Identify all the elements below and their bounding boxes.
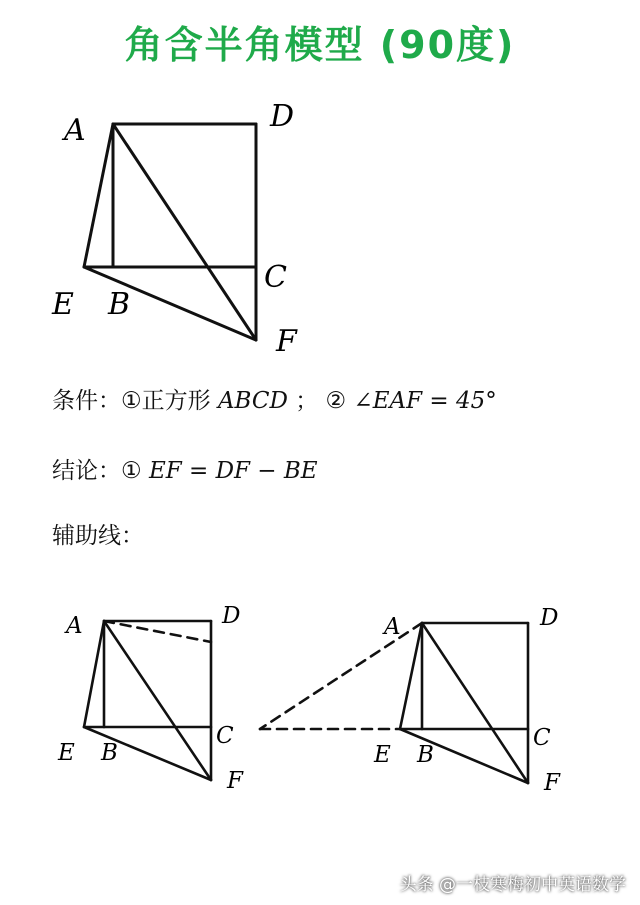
aux-left-dashed: [104, 621, 211, 642]
aux-right-label-B: B: [417, 742, 434, 768]
conclusion-line: [52, 452, 318, 485]
aux-left-label-B: B: [101, 740, 118, 766]
segment-AE: [84, 124, 113, 267]
aux-right-lines: [260, 623, 528, 783]
aux-left-label-E: E: [58, 740, 75, 766]
aux-right-AF: [422, 623, 528, 783]
condition-line: [52, 382, 497, 415]
conclusion-mark-1: ①: [121, 458, 142, 484]
condition-separator: ；: [295, 388, 319, 414]
aux-right-AE: [400, 623, 422, 729]
label-B: B: [108, 287, 131, 322]
condition-math-2: ∠EAF = 45°: [353, 388, 497, 414]
label-D: D: [270, 99, 295, 134]
conclusion-prefix: 结论：: [52, 458, 121, 484]
aux-right-label-C: C: [533, 725, 551, 751]
condition-mark-2: ②: [325, 388, 347, 414]
label-E: E: [52, 287, 74, 322]
aux-left-AF: [104, 621, 211, 780]
aux-right-label-D: D: [540, 605, 559, 631]
label-A: A: [64, 113, 86, 148]
aux-left-label-D: D: [222, 603, 241, 629]
watermark: 头条 @一枝寒梅初中英语数学: [399, 875, 626, 895]
condition-prefix: 条件：: [52, 388, 121, 414]
segment-AF: [113, 124, 256, 340]
condition-math-1: ABCD: [217, 388, 288, 414]
aux-left-AE: [84, 621, 104, 727]
label-F: F: [276, 324, 297, 359]
aux-left-label-F: F: [227, 768, 243, 794]
aux-right-label-F: F: [544, 770, 560, 796]
page-title: 角含半角模型 (90度): [124, 23, 516, 67]
aux-left-label-C: C: [216, 723, 234, 749]
condition-mark-1: ①: [121, 388, 142, 414]
aux-right-label-E: E: [374, 742, 391, 768]
label-C: C: [264, 260, 287, 295]
conclusion-math-1: EF = DF − BE: [148, 458, 318, 484]
aux-lines-label: 辅助线：: [52, 523, 144, 549]
condition-text-1: 正方形: [141, 388, 211, 414]
aux-left-label-A: A: [66, 613, 83, 639]
aux-right-label-A: A: [384, 614, 401, 640]
